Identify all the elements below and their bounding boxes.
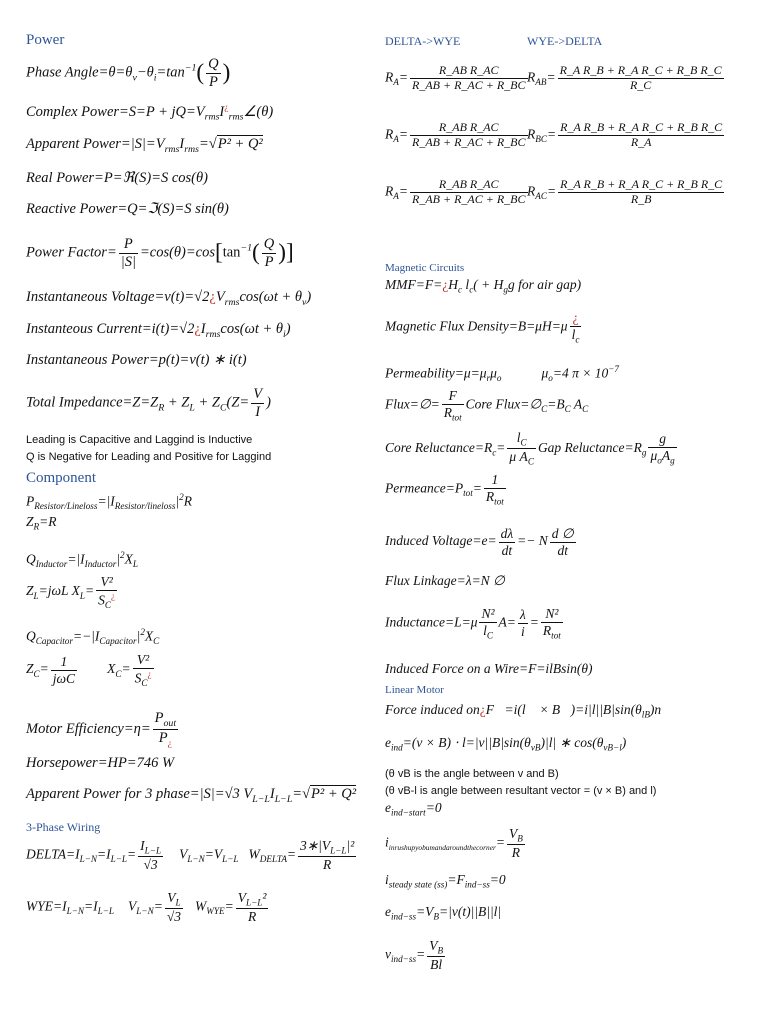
inst-power-eq: Instantaneous Power=p(t)=v(t) ∗ i(t): [26, 352, 247, 368]
induced-force-eq: Induced Force on a Wire=F=ilBsin(θ): [385, 661, 593, 676]
mmf-eq: $MMF=F=¿H_c$ $l_c( + H_gg$ for air gap): [385, 277, 582, 295]
inst-voltage-eq: Instantaneous $Voltage=v(t)=√2¿V_{rms}\cos(\omega t + \theta_v)$: [26, 289, 312, 308]
linear-motor-heading: Linear Motor: [385, 684, 444, 696]
total-impedance-eq: Total $Impedance=Z=Z_R + Z_L + Z_C(Z=$ $\frac{V}{I}$ ): [26, 386, 271, 420]
e-ss-eq: $e_{ind-ss}=V_B=|v(t)||B||l|$: [385, 904, 502, 922]
apparent-power-eq: Apparent $Power=|S|=V_{rms}I_{rms}=√P^2 + Q^2$: [26, 136, 263, 155]
component-heading: Component: [26, 470, 96, 486]
e-start-eq: $e_{ind-start}=0$: [385, 800, 442, 818]
i-steady-eq: $i_{steady state (ss)}=F_{ind-ss}=0$: [385, 872, 506, 890]
i-inrush-eq: $i_{inrushupyobumandaroundthecorner}=$ $\frac{V_B}{R}$: [385, 826, 523, 861]
dw-row-1: $R_A=$ $\frac{\text{R\_AB R\_AC}}{R\_AB + R\_AC + R\_BC}$: [385, 63, 526, 92]
permeability-eq: $Permeability=\mu=\mu_r\mu_o$ $\mu_o=4$ $\pi \times 10^{-7}$: [385, 364, 619, 384]
reactive-power-eq: Reactive Power=Q=ℑ(S)=S sin(θ): [26, 201, 229, 217]
complex-power-eq: Complex Power=S=P + $jQ=V_{rms}I^¿_{rms}\angle(\theta)$: [26, 102, 274, 123]
v-ss-eq: $v_{ind-ss}=$ $\frac{V_B}{Bl}$: [385, 938, 444, 973]
note-theta-vbl: (θ vB-l is angle between resultant vector = (v × B) and l): [385, 785, 657, 797]
induced-voltage-eq: Induced Voltage=e= $\frac{d\lambda}{dt}$ =− N $\frac{d \emptyset}{dt}$: [385, 526, 574, 558]
horsepower-eq: Horsepower=HP=746 W: [26, 755, 175, 771]
z-c-eq: $Z_C=$ $\frac{1}{\text{jωC}}$ $X_C=$ $\frac{\text{V²}}{S_C^¿}$: [26, 652, 152, 688]
z-l-eq: $Z_L=j\omega L$ $X_L=$ $\frac{\text{V²}}{S_C^¿}$: [26, 574, 116, 610]
note-leading: Leading is Capacitive and Laggind is Inductive: [26, 434, 253, 446]
wiring-heading: 3-Phase Wiring: [26, 820, 101, 834]
wd-row-3: $R_{AC}=$ $\frac{\text{R\_A R\_B + R\_A R\_C + R\_B R\_C}}{R\_B}$: [527, 177, 723, 206]
note-theta-vb: (θ vB is the angle between v and B): [385, 768, 559, 780]
phase-angle-eq: Phase $Angle=\theta=\theta_v-\theta_i=\tan^{-1}$( $\frac{Q}{P}$ ): [26, 56, 231, 90]
delta-eq: $DELTA=I_{L-N}=I_{L-L}=$ $\frac{I_{L-L}}{√3}$ $V_{L-N}=V_{L-L}$ $W_{DELTA}=$ $\frac{3∗|V_{L-L}|^2}{R}$: [26, 838, 355, 873]
apparent-3phase-eq: Apparent Power for 3 phase=|S|=√3 $V_{L-L}I_{L-L}=√P^2 + Q^2$: [26, 786, 357, 805]
real-power-eq: Real Power=P=ℜ(S)=S cos(θ): [26, 170, 208, 186]
force-induced-eq: Force induced on¿F⃗=i(l⃗ × $B⃗)=i|l||B|\sin(\theta_{lB})n⃗$: [385, 702, 672, 720]
flux-eq: Flux=∅= $\frac{F}{R_{tot}}$ Core $Flux=\emptyset_C=B_C$ $A_C$: [385, 388, 589, 423]
inst-current-eq: Instanteous $Current=i(t)=√2¿I_{rms}\cos(\omega t + \theta_i)$: [26, 321, 291, 340]
magnetic-heading: Magnetic Circuits: [385, 262, 465, 274]
note-q-sign: Q is Negative for Leading and Positive for Laggind: [26, 451, 272, 463]
delta-wye-heading: DELTA->WYE: [385, 34, 461, 48]
z-r-eq: $Z_R=R$: [26, 514, 57, 532]
reluctance-eq: Core $Reluctance=R_c=$ $\frac{l_C}{\mu A_C}$ Gap $Reluctance=R_g$ $\frac{g}{\mu_oA_g}$: [385, 430, 675, 467]
e-ind-eq: $e_{ind}=(v \times B) \cdot l=|v||B|\sin(\theta_{vB})|l|$ ∗ $\cos(\theta_{vB-l})$: [385, 735, 627, 753]
q-capacitor-eq: $Q_{Capacitor}=-|I_{Capacitor}|^2X_C$: [26, 627, 160, 647]
motor-efficiency-eq: Motor Efficiency=η= $\frac{P_{out}}{P_¿}$: [26, 710, 177, 750]
dw-row-2: $R_A=$ $\frac{\text{R\_AB R\_AC}}{R\_AB + R\_AC + R\_BC}$: [385, 120, 526, 149]
p-resistor-eq: $P_{Resistor/Lineloss}=|I_{Resistor/lineloss}|^2R$: [26, 492, 192, 512]
power-factor-eq: Power Factor= $\frac{P}{|S|}$ $=\cos(\theta)=\cos[\tan^{-1}$( $\frac{Q}{P}$ )]: [26, 236, 294, 270]
permeance-eq: $Permeance=P_{tot}=$ $\frac{1}{R_{tot}}$: [385, 472, 504, 507]
flux-linkage-eq: Flux Linkage=λ=N ∅: [385, 573, 505, 588]
q-inductor-eq: $Q_{Inductor}=|I_{Inductor}|^2X_L$: [26, 550, 138, 570]
inductance-eq: Inductance=L=μ $\frac{\text{N²}}{l_C}$ A= $\frac{\lambda}{i}$ = $\frac{\text{N²}}{R_{tot}}$: [385, 606, 561, 641]
wd-row-1: $R_{AB}=$ $\frac{\text{R\_A R\_B + R\_A R\_C + R\_B R\_C}}{R\_C}$: [527, 63, 722, 92]
wd-row-2: $R_{BC}=$ $\frac{\text{R\_A R\_B + R\_A R\_C + R\_B R\_C}}{R\_A}$: [527, 120, 723, 149]
wye-delta-heading: WYE->DELTA: [527, 34, 603, 48]
wye-eq: $WYE=I_{L-N}=I_{L-L}$ $V_{L-N}=$ $\frac{V_L}{√3}$ $W_{WYE}=$ $\frac{V_{L-L}^2}{R}$: [26, 890, 267, 925]
power-heading: Power: [26, 32, 65, 48]
dw-row-3: $R_A=$ $\frac{\text{R\_AB R\_AC}}{R\_AB + R\_AC + R\_BC}$: [385, 177, 526, 206]
flux-density-eq: Magnetic Flux Density=B=μH=μ $\frac{¿}{l_c}$: [385, 310, 580, 345]
